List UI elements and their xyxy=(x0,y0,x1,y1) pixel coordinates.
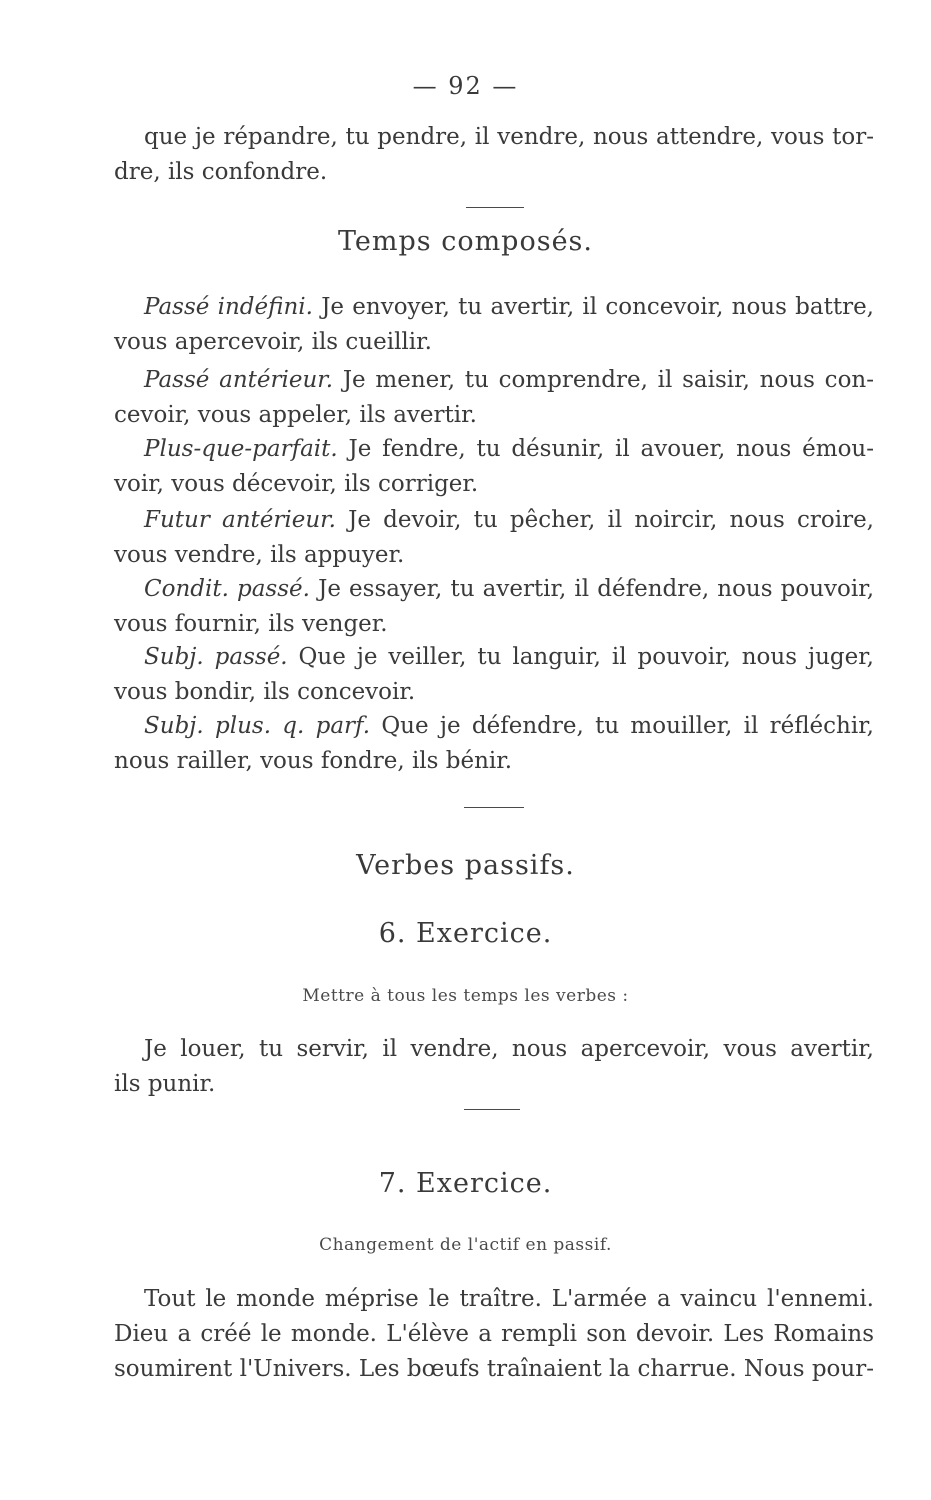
entry-label: Futur antérieur. xyxy=(144,507,336,533)
entry-text: Je devoir, tu pêcher, il noircir, nous croire, xyxy=(348,507,874,533)
entry-label: Subj. plus. q. parf. xyxy=(144,713,371,739)
intro-line-1: que je répandre, tu pendre, il vendre, nous attendre, vous tor- xyxy=(144,124,874,150)
section-divider xyxy=(464,1109,520,1110)
entry-condit-passe xyxy=(114,572,874,642)
entry-label: Condit. passé. xyxy=(144,576,310,602)
entry-label: Passé indéfini. xyxy=(144,294,313,320)
entry-futur-anterieur xyxy=(114,503,874,573)
section-heading-temps-composes: Temps composés. xyxy=(337,226,593,257)
entry-label: Passé antérieur. xyxy=(144,367,334,393)
entry-text: Je mener, tu comprendre, il saisir, nous con- xyxy=(342,367,874,393)
entry-label: Subj. passé. xyxy=(144,644,288,670)
entry-text-continued: vous bondir, ils concevoir. xyxy=(114,679,416,705)
exercise-6-instruction: Mettre à tous les temps les verbes : xyxy=(302,986,629,1006)
exercise-7-instruction: Changement de l'actif en passif. xyxy=(319,1235,612,1255)
entry-text-continued: vous fournir, ils venger. xyxy=(114,611,388,637)
entry-text-continued: vous apercevoir, ils cueillir. xyxy=(114,329,432,355)
entry-text-continued: voir, vous décevoir, ils corriger. xyxy=(114,471,479,497)
intro-line-2: dre, ils confondre. xyxy=(114,159,328,185)
entry-text: Que je veiller, tu languir, il pouvoir, nous juger, xyxy=(298,644,874,670)
exercise-6-text xyxy=(114,1032,874,1102)
exercise-6-heading: 6. Exercice. xyxy=(378,918,553,949)
exercise-7-line-1: Tout le monde méprise le traître. L'armée a vaincu l'ennemi. xyxy=(144,1286,874,1312)
entry-text: Que je défendre, tu mouiller, il réfléchir, xyxy=(381,713,874,739)
entry-text: Je envoyer, tu avertir, il concevoir, nous battre, xyxy=(321,294,874,320)
entry-text-continued: nous railler, vous fondre, ils bénir. xyxy=(114,748,513,774)
exercise-7-line-2: Dieu a créé le monde. L'élève a rempli son devoir. Les Romains xyxy=(114,1321,874,1347)
entry-text: Je fendre, tu désunir, il avouer, nous émou- xyxy=(348,436,875,462)
intro-paragraph xyxy=(114,120,874,190)
entry-text-continued: cevoir, vous appeler, ils avertir. xyxy=(114,402,477,428)
section-divider xyxy=(464,807,524,808)
entry-subj-passe xyxy=(114,640,874,710)
entry-passe-indefini xyxy=(114,290,874,360)
entry-label: Plus-que-parfait. xyxy=(144,436,338,462)
page-number: — 92 — xyxy=(412,72,519,100)
exercise-6-line-2: ils punir. xyxy=(114,1071,216,1097)
entry-plus-que-parfait xyxy=(114,432,874,502)
entry-subj-plus-q-parf xyxy=(114,709,874,779)
exercise-6-line-1: Je louer, tu servir, il vendre, nous apercevoir, vous avertir, xyxy=(144,1036,874,1062)
entry-text: Je essayer, tu avertir, il défendre, nous pouvoir, xyxy=(318,576,875,602)
exercise-7-text xyxy=(114,1282,874,1387)
entry-text-continued: vous vendre, ils appuyer. xyxy=(114,542,405,568)
exercise-7-line-3: soumirent l'Univers. Les bœufs traînaient la charrue. Nous pour- xyxy=(114,1356,874,1382)
section-heading-verbes-passifs: Verbes passifs. xyxy=(356,850,575,881)
exercise-7-heading: 7. Exercice. xyxy=(378,1168,553,1199)
section-divider xyxy=(466,207,524,208)
entry-passe-anterieur xyxy=(114,363,874,433)
